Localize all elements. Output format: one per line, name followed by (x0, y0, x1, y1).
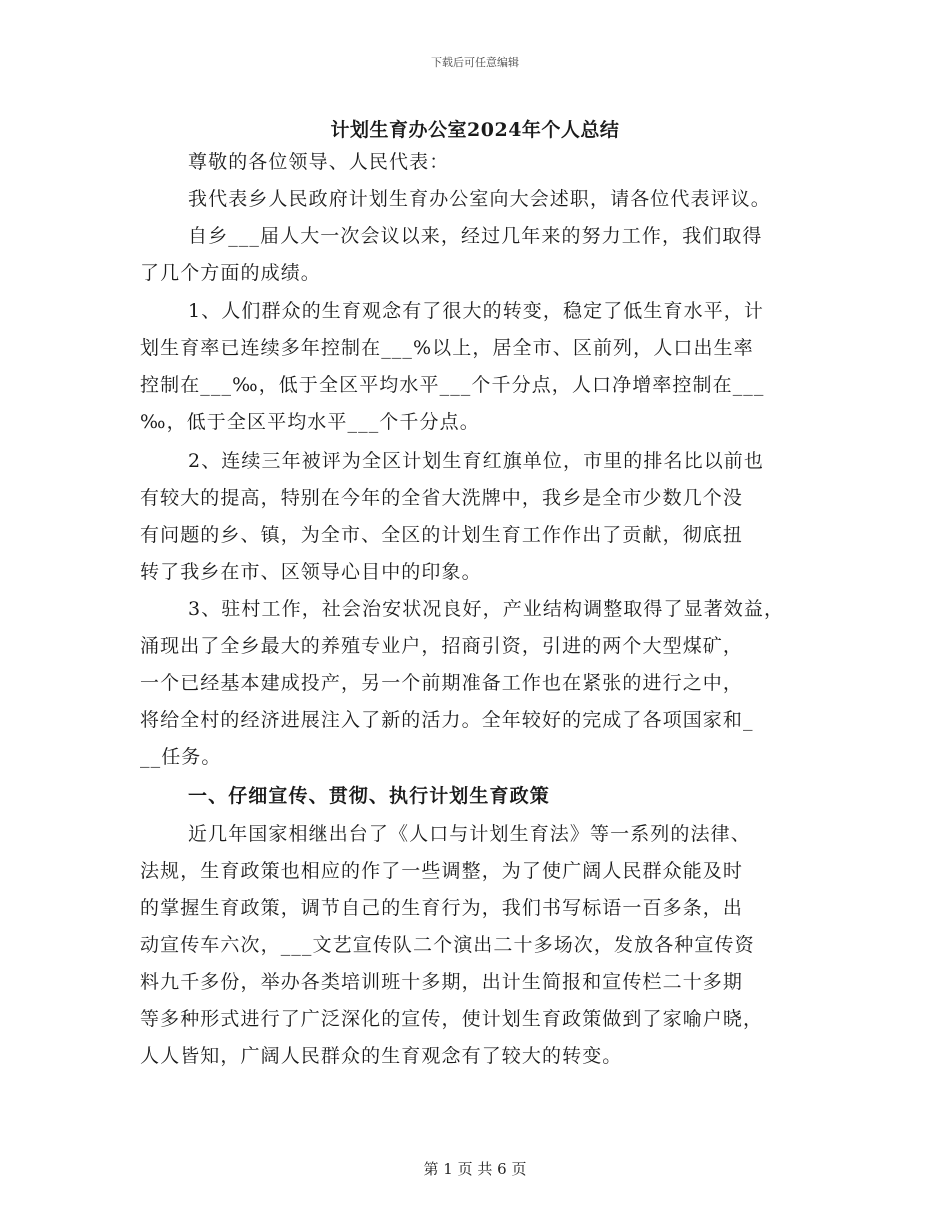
paragraph-line: 控制在___‰，低于全区平均水平___个千分点，人口净增率控制在___ (140, 374, 765, 396)
paragraph-line: ‰，低于全区平均水平___个千分点。 (140, 411, 480, 433)
salutation-line: 尊敬的各位领导、人民代表： (188, 151, 450, 173)
paragraph-line: 了几个方面的成绩。 (140, 262, 321, 284)
page-number: 第 1 页 共 6 页 (423, 1160, 527, 1178)
paragraph-line: 划生育率已连续多年控制在___%以上，居全市、区前列，人口出生率 (140, 337, 754, 359)
paragraph-line: 料九千多份，举办各类培训班十多期，出计生简报和宣传栏二十多期 (140, 971, 744, 993)
paragraph-line: 法规，生育政策也相应的作了一些调整，为了使广阔人民群众能及时 (140, 860, 744, 882)
section-heading: 一、仔细宣传、贯彻、执行计划生育政策 (188, 785, 550, 807)
paragraph-line: 有较大的提高，特别在今年的全省大洗牌中，我乡是全市少数几个没 (140, 487, 744, 509)
paragraph-line: 一个已经基本建成投产，另一个前期准备工作也在紧张的进行之中， (140, 672, 744, 694)
paragraph-line: 将给全村的经济进展注入了新的活力。全年较好的完成了各项国家和_ (140, 709, 754, 731)
paragraph-line: 有问题的乡、镇，为全市、全区的计划生育工作作出了贡献，彻底扭 (140, 524, 744, 546)
paragraph-line: 自乡___届人大一次会议以来，经过几年来的努力工作，我们取得 (188, 225, 763, 247)
paragraph-line: 等多种形式进行了广泛深化的宣传，使计划生育政策做到了家喻户晓， (140, 1008, 764, 1030)
paragraph-line: 涌现出了全乡最大的养殖专业户，招商引资，引进的两个大型煤矿， (140, 635, 744, 657)
paragraph-line: 我代表乡人民政府计划生育办公室向大会述职，请各位代表评议。 (188, 188, 771, 210)
paragraph-line: 3、驻村工作，社会治安状况良好，产业结构调整取得了显著效益， (188, 598, 785, 620)
paragraph-line: 人人皆知，广阔人民群众的生育观念有了较大的转变。 (140, 1045, 623, 1067)
paragraph-line: __任务。 (140, 746, 222, 768)
paragraph-line: 近几年国家相继出台了《人口与计划生育法》等一系列的法律、 (188, 823, 751, 845)
paragraph-line: 动宣传车六次，___文艺宣传队二个演出二十多场次，发放各种宣传资 (140, 934, 755, 956)
document-title: 计划生育办公室2024年个人总结 (330, 119, 620, 141)
paragraph-line: 1、人们群众的生育观念有了很大的转变，稳定了低生育水平，计 (188, 300, 764, 322)
header-note: 下载后可任意编辑 (431, 56, 519, 69)
paragraph-line: 的掌握生育政策，调节自己的生育行为，我们书写标语一百多条，出 (140, 897, 744, 919)
paragraph-line: 2、连续三年被评为全区计划生育红旗单位，市里的排名比以前也 (188, 450, 764, 472)
paragraph-line: 转了我乡在市、区领导心目中的印象。 (140, 561, 482, 583)
